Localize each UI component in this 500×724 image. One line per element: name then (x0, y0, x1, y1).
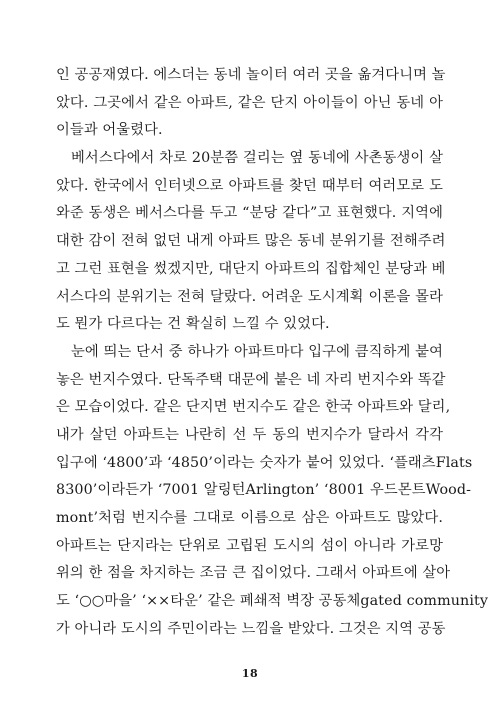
text-line: 도 ‘○○마을’ ‘××타운’ 같은 폐쇄적 벽장 공동체gated community (56, 593, 489, 610)
text-line: 고 그런 표현을 썼겠지만, 대단지 아파트의 집합체인 분당과 베 (56, 260, 446, 277)
text-line: 눈에 띄는 단서 중 하나가 아파트마다 입구에 큼직하게 붙여 (71, 343, 443, 360)
text-line: 입구에 ‘4800’과 ‘4850’이라는 숫자가 붙어 있었다. ‘플래츠Flats (56, 454, 473, 471)
paragraph (56, 62, 446, 145)
text-line: 았다. 한국에서 인터넷으로 아파트를 찾던 때부터 여러모로 도 (56, 177, 443, 194)
text-line: mont’처럼 번지수를 그대로 이름으로 삼은 아파트도 많았다. (56, 510, 443, 526)
text-line: 8300’이라든가 ‘7001 알링턴Arlington’ ‘8001 우드몬트Wood- (56, 482, 472, 499)
text-line: 서스다의 분위기는 전혀 달랐다. 어려운 도시계획 이론을 몰라 (56, 288, 443, 305)
text-line: 놓은 번지수였다. 단독주택 대문에 붙은 네 자리 번지수와 똑같 (56, 371, 446, 388)
paragraph (56, 145, 446, 339)
text-line: 와준 동생은 베서스다를 두고 “분당 같다”고 표현했다. 지역에 (56, 205, 443, 222)
text-line: 베서스다에서 차로 20분쯤 걸리는 옆 동네에 사촌동생이 살 (71, 150, 443, 167)
text-line: 위의 한 점을 차지하는 조금 큰 집이었다. 그래서 아파트에 살아 (56, 565, 451, 582)
text-line: 아파트는 단지라는 단위로 고립된 도시의 섬이 아니라 가로망 (56, 537, 443, 554)
body-text (56, 62, 489, 643)
text-line: 대한 감이 전혀 없던 내게 아파트 많은 동네 분위기를 전해주려 (56, 233, 446, 250)
paragraph (56, 339, 489, 644)
text-line: 인 공공재였다. 에스더는 동네 놀이터 여러 곳을 옮겨다니며 놀 (56, 67, 446, 83)
text-line: 내가 살던 아파트는 나란히 선 두 동의 번지수가 달라서 각각 (56, 426, 443, 443)
text-line: 은 모습이었다. 같은 단지면 번지수도 같은 한국 아파트와 달리, (56, 399, 451, 416)
text-line: 가 아니라 도시의 주민이라는 느낌을 받았다. 그것은 지역 공동 (56, 620, 446, 637)
page-number: 18 (241, 667, 259, 680)
text-line: 도 뭔가 다르다는 건 확실히 느낄 수 있었다. (56, 316, 330, 333)
text-line: 이들과 어울렸다. (56, 122, 163, 139)
text-line: 았다. 그곳에서 같은 아파트, 같은 단지 아이들이 아닌 동네 아 (56, 94, 443, 111)
